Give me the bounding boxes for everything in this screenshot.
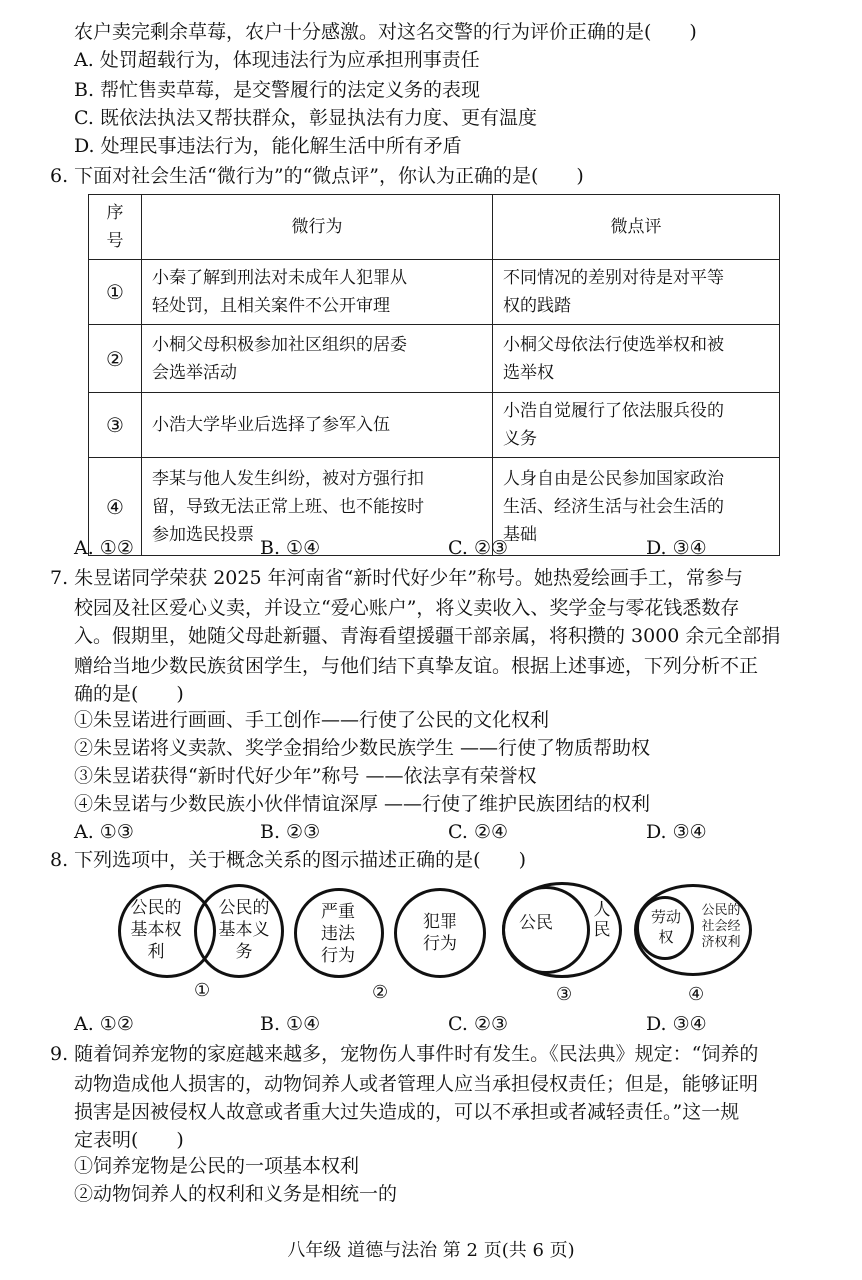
q6-options [74, 534, 794, 562]
cell-line: 不同情况的差别对待是对平等 [503, 268, 724, 288]
cell-line: 轻处罚，且相关案件不公开审理 [152, 296, 390, 316]
q5-stem: 农户卖完剩余草莓，农户十分感激。对这名交警的行为评价正确的是( ) [74, 21, 697, 43]
cell-line: 权的践踏 [503, 296, 571, 316]
q7-item: ②朱昱诺将义卖款、奖学金捐给少数民族学生 ——行使了物质帮助权 [74, 737, 651, 759]
q7-stem-line: 确的是( ) [74, 683, 184, 705]
row-index: ③ [89, 393, 142, 458]
diagram-2-text-right: 犯罪行为 [423, 912, 457, 954]
diagram-4-text-inner: 劳动权 [650, 908, 681, 946]
page-footer: 八年级 道德与法治 第 2 页(共 6 页) [287, 1240, 575, 1261]
q8-option-a: A. ①② [74, 1013, 134, 1035]
diagram-2-text-left: 严重违法行为 [321, 902, 355, 966]
q7-item: ④朱昱诺与少数民族小伙伴情谊深厚 ——行使了维护民族团结的权利 [74, 793, 651, 815]
diagram-3-label: ③ [556, 984, 573, 1005]
cell-line: 小浩大学毕业后选择了参军入伍 [152, 415, 390, 435]
row-index: ① [89, 260, 142, 325]
row-index: ② [89, 325, 142, 393]
diagram-2-label: ② [372, 982, 389, 1003]
q7-option-a: A. ①③ [74, 821, 134, 843]
cell-line: 参加选民投票 [152, 524, 254, 545]
q8-stem: 8. 下列选项中，关于概念关系的图示描述正确的是( ) [50, 849, 526, 871]
q5-option-c: C. 既依法执法又帮扶群众，彰显执法有力度、更有温度 [74, 107, 537, 129]
diagram-4-label: ④ [688, 984, 705, 1005]
q6-option-a: A. ①② [74, 537, 134, 559]
q7-option-d: D. ③④ [646, 821, 707, 843]
cell-line: 小桐父母依法行使选举权和被 [503, 334, 724, 355]
q5-option-b: B. 帮忙售卖草莓，是交警履行的法定义务的表现 [74, 79, 481, 101]
row-behavior [142, 393, 493, 458]
q9-stem-line: 9. 随着饲养宠物的家庭越来越多，宠物伤人事件时有发生。《民法典》规定：“饲养的 [50, 1043, 759, 1065]
q9-stem-line: 定表明( ) [74, 1129, 184, 1151]
q7-options [74, 818, 794, 846]
q6-stem: 6. 下面对社会生活“微行为”的“微点评”，你认为正确的是( ) [50, 165, 584, 187]
q7-stem-line: 7. 朱昱诺同学荣获 2025 年河南省“新时代好少年”称号。她热爱绘画手工，常参与 [50, 567, 744, 589]
diagram-1-text-left: 公民的基本权利 [130, 898, 182, 962]
q6-option-b: B. ①④ [260, 537, 321, 559]
q8-option-b: B. ①④ [260, 1013, 321, 1035]
diagram-4-text-outer: 公民的社会经济权利 [701, 903, 741, 950]
q7-stem-line: 校园及社区爱心义卖，并设立“爱心账户”，将义卖收入、奖学金与零花钱悉数存 [74, 597, 740, 619]
q6-option-c: C. ②③ [448, 537, 509, 559]
cell-line: 人身自由是公民参加国家政治 [503, 468, 724, 489]
q9-stem-line: 动物造成他人损害的，动物饲养人或者管理人应当承担侵权责任；但是，能够证明 [74, 1073, 759, 1095]
q9-stem-line: 损害是因被侵权人故意或者重大过失造成的，可以不承担或者减轻责任。”这一规 [74, 1101, 740, 1123]
diagram-1-text-right: 公民的基本义务 [218, 898, 270, 962]
q7-stem-line: 入。假期里，她随父母赴新疆、青海看望援疆干部亲属，将积攒的 3000 余元全部捐 [74, 625, 781, 647]
table-header-row [89, 195, 780, 260]
row-behavior [142, 260, 493, 325]
cell-line: 小桐父母积极参加社区组织的居委 [152, 334, 407, 355]
q7-option-c: C. ②④ [448, 821, 509, 843]
row-comment [493, 393, 780, 458]
row-index: ④ [89, 458, 142, 556]
diagram-3-text-outer: 人民 [593, 900, 611, 940]
q6-option-d: D. ③④ [646, 537, 707, 559]
cell-line: 小秦了解到刑法对未成年人犯罪从 [152, 268, 407, 288]
q9-item: ①饲养宠物是公民的一项基本权利 [74, 1155, 360, 1177]
header-comment: 微点评 [493, 195, 780, 260]
table-row [89, 393, 780, 458]
q6-table [88, 194, 780, 556]
cell-line: 生活、经济生活与社会生活的 [503, 496, 724, 517]
cell-line: 会选举活动 [152, 362, 237, 383]
cell-line: 义务 [503, 429, 537, 449]
q7-item: ③朱昱诺获得“新时代好少年”称号 ——依法享有荣誉权 [74, 765, 537, 787]
q5-option-d: D. 处理民事违法行为，能化解生活中所有矛盾 [74, 135, 462, 157]
q8-options [74, 1010, 794, 1038]
q7-stem-line: 赠给当地少数民族贫困学生，与他们结下真挚友谊。根据上述事迹，下列分析不正 [74, 655, 759, 677]
cell-line: 选举权 [503, 362, 554, 383]
q7-item: ①朱昱诺进行画画、手工创作——行使了公民的文化权利 [74, 709, 550, 731]
q9-item: ②动物饲养人的权利和义务是相统一的 [74, 1183, 398, 1205]
header-index: 序号 [89, 195, 142, 260]
cell-line: 小浩自觉履行了依法服兵役的 [503, 401, 724, 421]
header-behavior: 微行为 [142, 195, 493, 260]
diagram-1-label: ① [194, 980, 211, 1001]
table-row [89, 325, 780, 393]
q8-option-d: D. ③④ [646, 1013, 707, 1035]
q8-option-c: C. ②③ [448, 1013, 509, 1035]
q7-option-b: B. ②③ [260, 821, 321, 843]
cell-line: 基础 [503, 524, 537, 545]
cell-line: 留，导致无法正常上班、也不能按时 [152, 496, 424, 517]
q5-option-a: A. 处罚超载行为，体现违法行为应承担刑事责任 [74, 49, 480, 71]
diagram-3-text-inner: 公民 [519, 913, 553, 933]
cell-line: 李某与他人发生纠纷，被对方强行扣 [152, 468, 424, 489]
row-comment [493, 325, 780, 393]
table-row [89, 260, 780, 325]
row-behavior [142, 325, 493, 393]
row-comment [493, 260, 780, 325]
